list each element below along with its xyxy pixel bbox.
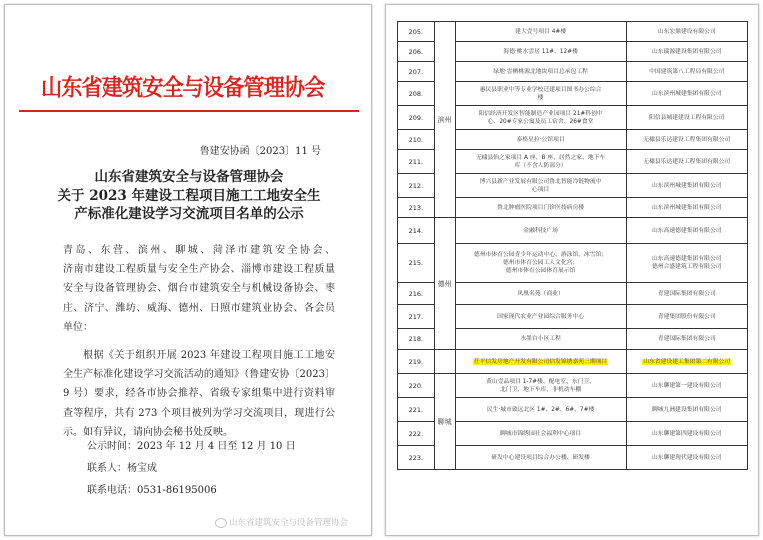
project-name: 聊城市锦绣园社会福利中心项目 — [499, 430, 582, 437]
company-name: 山东高速德建集团有限公司 — [651, 227, 722, 234]
paragraph-line: 示。如有异议，请向协会秘书处反映。 — [63, 426, 233, 438]
city-cell-liaocheng: 聊城 — [434, 374, 455, 470]
contact-phone: 联系电话：0531-86195006 — [87, 485, 217, 496]
project-name: 泰格星拉·公馆项目 — [516, 136, 565, 143]
project-name-cell — [455, 329, 626, 350]
company-cell — [626, 106, 747, 130]
company-cell — [626, 42, 747, 62]
project-name-cell — [455, 106, 626, 130]
table-row — [398, 22, 748, 42]
project-name-cell — [455, 374, 626, 398]
paragraph-line: 青岛、东营、滨州、聊城、菏泽市建筑安全协会、 — [63, 245, 335, 256]
company-name: 阳信县城建建设工程有限公司 — [649, 114, 725, 121]
row-number: 205. — [398, 22, 435, 42]
company-name: 山东聊建现代建设有限公司 — [651, 454, 722, 461]
paragraph-line: 济南市建设工程质量与安全生产协会、淄博市建设工程质量 — [63, 264, 335, 276]
wechat-icon — [215, 518, 227, 528]
row-number: 210. — [398, 130, 435, 150]
project-name: 凤凰名苑（商业） — [517, 290, 564, 297]
company-cell — [626, 218, 747, 244]
company-cell — [626, 174, 747, 198]
project-name: 惠民县职业中等专业学校迁建项目图书办公综合 — [479, 86, 602, 93]
company-cell — [626, 329, 747, 350]
company-cell — [626, 22, 747, 42]
project-name: 博兴县新产业发展有限公司鲁北智能冷链物流中 — [479, 178, 602, 185]
company-name: 山东滨州城建集团有限公司 — [651, 204, 722, 211]
company-name: 聊城九洲建设集团有限公司 — [651, 406, 722, 413]
company-name: 青建国际集团有限公司 — [657, 290, 716, 297]
company-name: 无棣县乐达建设工程集团有限公司 — [643, 158, 731, 165]
city-cell — [434, 350, 455, 374]
project-name-cell — [455, 174, 626, 198]
project-name-cell — [455, 42, 626, 62]
project-name-cell — [455, 305, 626, 329]
company-name: 青建国际集团有限公司 — [657, 336, 716, 342]
project-name: 研发中心建设项目综合办公楼、研发楼 — [491, 454, 590, 461]
project-name: 德州市体育公园青少年运动中心、游泳馆、冰雪馆； — [473, 252, 608, 258]
company-name: 山东宏鼎建设有限公司 — [657, 28, 716, 35]
left-document-page — [4, 4, 372, 536]
project-name-cell — [455, 244, 626, 283]
company-name: 中国建筑第八工程局有限公司 — [649, 68, 725, 75]
project-name: 鲁北肿瘤医院项目门诊医技病房楼 — [497, 204, 585, 211]
body-paragraph — [63, 346, 335, 442]
company-cell — [626, 283, 747, 305]
title-line: 产标准化建设学习交流项目名单的公示 — [74, 206, 304, 222]
company-cell — [626, 446, 747, 470]
title-line: 山东省建筑安全与设备管理协会 — [94, 169, 284, 185]
company-name: 无棣县乐达建设工程集团有限公司 — [643, 136, 731, 143]
company-cell — [626, 62, 747, 82]
paragraph-line: 全生产标准化建设学习交流活动的通知》（鲁建安协〔2023〕 — [63, 369, 335, 381]
org-banner: 山东省建筑安全与设备管理协会 — [41, 74, 325, 101]
company-cell — [626, 198, 747, 218]
paragraph-line: 单位： — [63, 321, 93, 333]
project-name-cell — [455, 198, 626, 218]
paragraph-line: 查等程序，共有 273 个项目被列为学习交流项目，现进行公 — [63, 407, 335, 419]
row-number: 221. — [398, 398, 435, 422]
company-name: 德州合盛建筑工程有限公司 — [651, 264, 722, 270]
project-name: 德州市体育公园工人文化宫； — [502, 260, 579, 266]
project-name: 海德·桃水雲居 11#、12#楼 — [503, 48, 578, 55]
table-row — [398, 218, 748, 244]
project-name-cell — [455, 422, 626, 446]
project-name: 楼 — [537, 94, 544, 101]
company-cell — [626, 374, 747, 398]
title-line: 关于 2023 年建设工程项目施工工地安全生 — [57, 187, 321, 204]
project-name: 国家现代农业产业园综合服务中心 — [497, 313, 585, 320]
project-name: 心、20#专家公寓及员工宿舍、26#食堂 — [487, 118, 594, 125]
table-row — [398, 374, 748, 398]
company-name: 山东聊建第四建设有限公司 — [651, 430, 722, 437]
company-name: 山东滨州城建集团有限公司 — [651, 90, 722, 97]
table-row — [398, 350, 748, 374]
row-number: 214. — [398, 218, 435, 244]
row-number: 208. — [398, 82, 435, 106]
project-name: 阳信经济开发区智能制造产业园项目 21#科创中 — [478, 110, 603, 117]
row-number: 220. — [398, 374, 435, 398]
row-number: 223. — [398, 446, 435, 470]
red-divider-line — [19, 110, 359, 112]
company-name: 山东瑞源建设集团有限公司 — [651, 48, 722, 55]
paragraph-line: 9 号）要求，经各市协会推荐、省级专家组集中进行资料审 — [63, 388, 335, 400]
paragraph-line: 安全与设备管理协会、烟台市建筑安全与机械设备协会、枣 — [63, 283, 335, 295]
page-title — [5, 168, 372, 224]
project-name-cell — [455, 130, 626, 150]
company-cell — [626, 130, 747, 150]
row-number: 207. — [398, 62, 435, 82]
project-name-cell — [455, 398, 626, 422]
project-name: 建大壹号项目 4#楼 — [515, 28, 567, 35]
project-list-table — [397, 21, 748, 470]
city-cell-dezhou: 德州 — [434, 218, 455, 350]
row-number: 212. — [398, 174, 435, 198]
row-number: 217. — [398, 305, 435, 329]
project-name: 德州市体育公园体育展示馆 — [505, 268, 576, 274]
company-cell — [626, 398, 747, 422]
addressees-paragraph — [63, 241, 335, 337]
row-number: 222. — [398, 422, 435, 446]
project-name: 无棣县怡之家项目 A 座、B 座、居然之家、地下车 — [475, 154, 606, 161]
project-name-cell — [455, 22, 626, 42]
row-number: 218. — [398, 329, 435, 350]
company-name: 山东高速德建集团有限公司 — [651, 256, 722, 262]
publicity-period: 公示时间：2023 年 12 月 4 日至 12 月 10 日 — [87, 441, 296, 452]
paragraph-line: 庄、济宁、潍坊、威海、德州、日照市建筑业协会、各会员 — [63, 302, 335, 314]
right-document-page — [385, 4, 759, 536]
project-name: 黄山壹品项目 1-7#楼、配电室、东门卫、 — [486, 378, 596, 385]
project-name: 民生·城市致远北区 1#、2#、6#、7#楼 — [486, 406, 595, 413]
project-name: 库（不含人防部分） — [514, 162, 567, 169]
company-cell — [626, 82, 747, 106]
document-number: 鲁建安协函〔2023〕11 号 — [199, 146, 321, 157]
company-cell — [626, 350, 747, 374]
row-number: 216. — [398, 283, 435, 305]
project-name-cell — [455, 82, 626, 106]
project-name: 茌平信发房地产开发有限公司信发锦绣嘉苑三期项目 — [473, 358, 608, 365]
paragraph-line: 根据《关于组织开展 2023 年建设工程项目施工工地安 — [83, 350, 335, 361]
project-name-cell — [455, 150, 626, 174]
project-name-cell — [455, 350, 626, 374]
project-name: 北门卫、地下车库、非机动车棚 — [499, 386, 582, 393]
row-number: 215. — [398, 244, 435, 283]
row-number: 219. — [398, 350, 435, 374]
company-cell — [626, 244, 747, 283]
row-number: 211. — [398, 150, 435, 174]
company-name: 青建集团股份有限公司 — [657, 313, 716, 320]
project-name-cell — [455, 283, 626, 305]
project-name-cell — [455, 218, 626, 244]
company-name: 山东滨州城建集团有限公司 — [651, 182, 722, 189]
row-number: 206. — [398, 42, 435, 62]
company-cell — [626, 150, 747, 174]
company-name: 山东聊建第一建设有限公司 — [651, 382, 722, 389]
company-cell — [626, 305, 747, 329]
company-name: 山东省建设建工集团第二有限公司 — [643, 358, 731, 365]
project-name: 心项目 — [531, 186, 550, 193]
project-name: 金融科技广场 — [523, 227, 558, 234]
project-name: 绿地·雲栖桃源北地块项目总承包工程 — [493, 68, 588, 75]
row-number: 209. — [398, 106, 435, 130]
project-name-cell — [455, 446, 626, 470]
watermark-text: 山东省建筑安全与设备管理协会 — [229, 518, 349, 528]
project-name: 水墨台小区工程 — [520, 336, 561, 342]
watermark — [215, 516, 348, 528]
city-cell-binzhou: 滨州 — [434, 22, 455, 218]
company-cell — [626, 422, 747, 446]
row-number: 213. — [398, 198, 435, 218]
contact-person: 联系人：杨宝成 — [87, 463, 157, 474]
project-name-cell — [455, 62, 626, 82]
